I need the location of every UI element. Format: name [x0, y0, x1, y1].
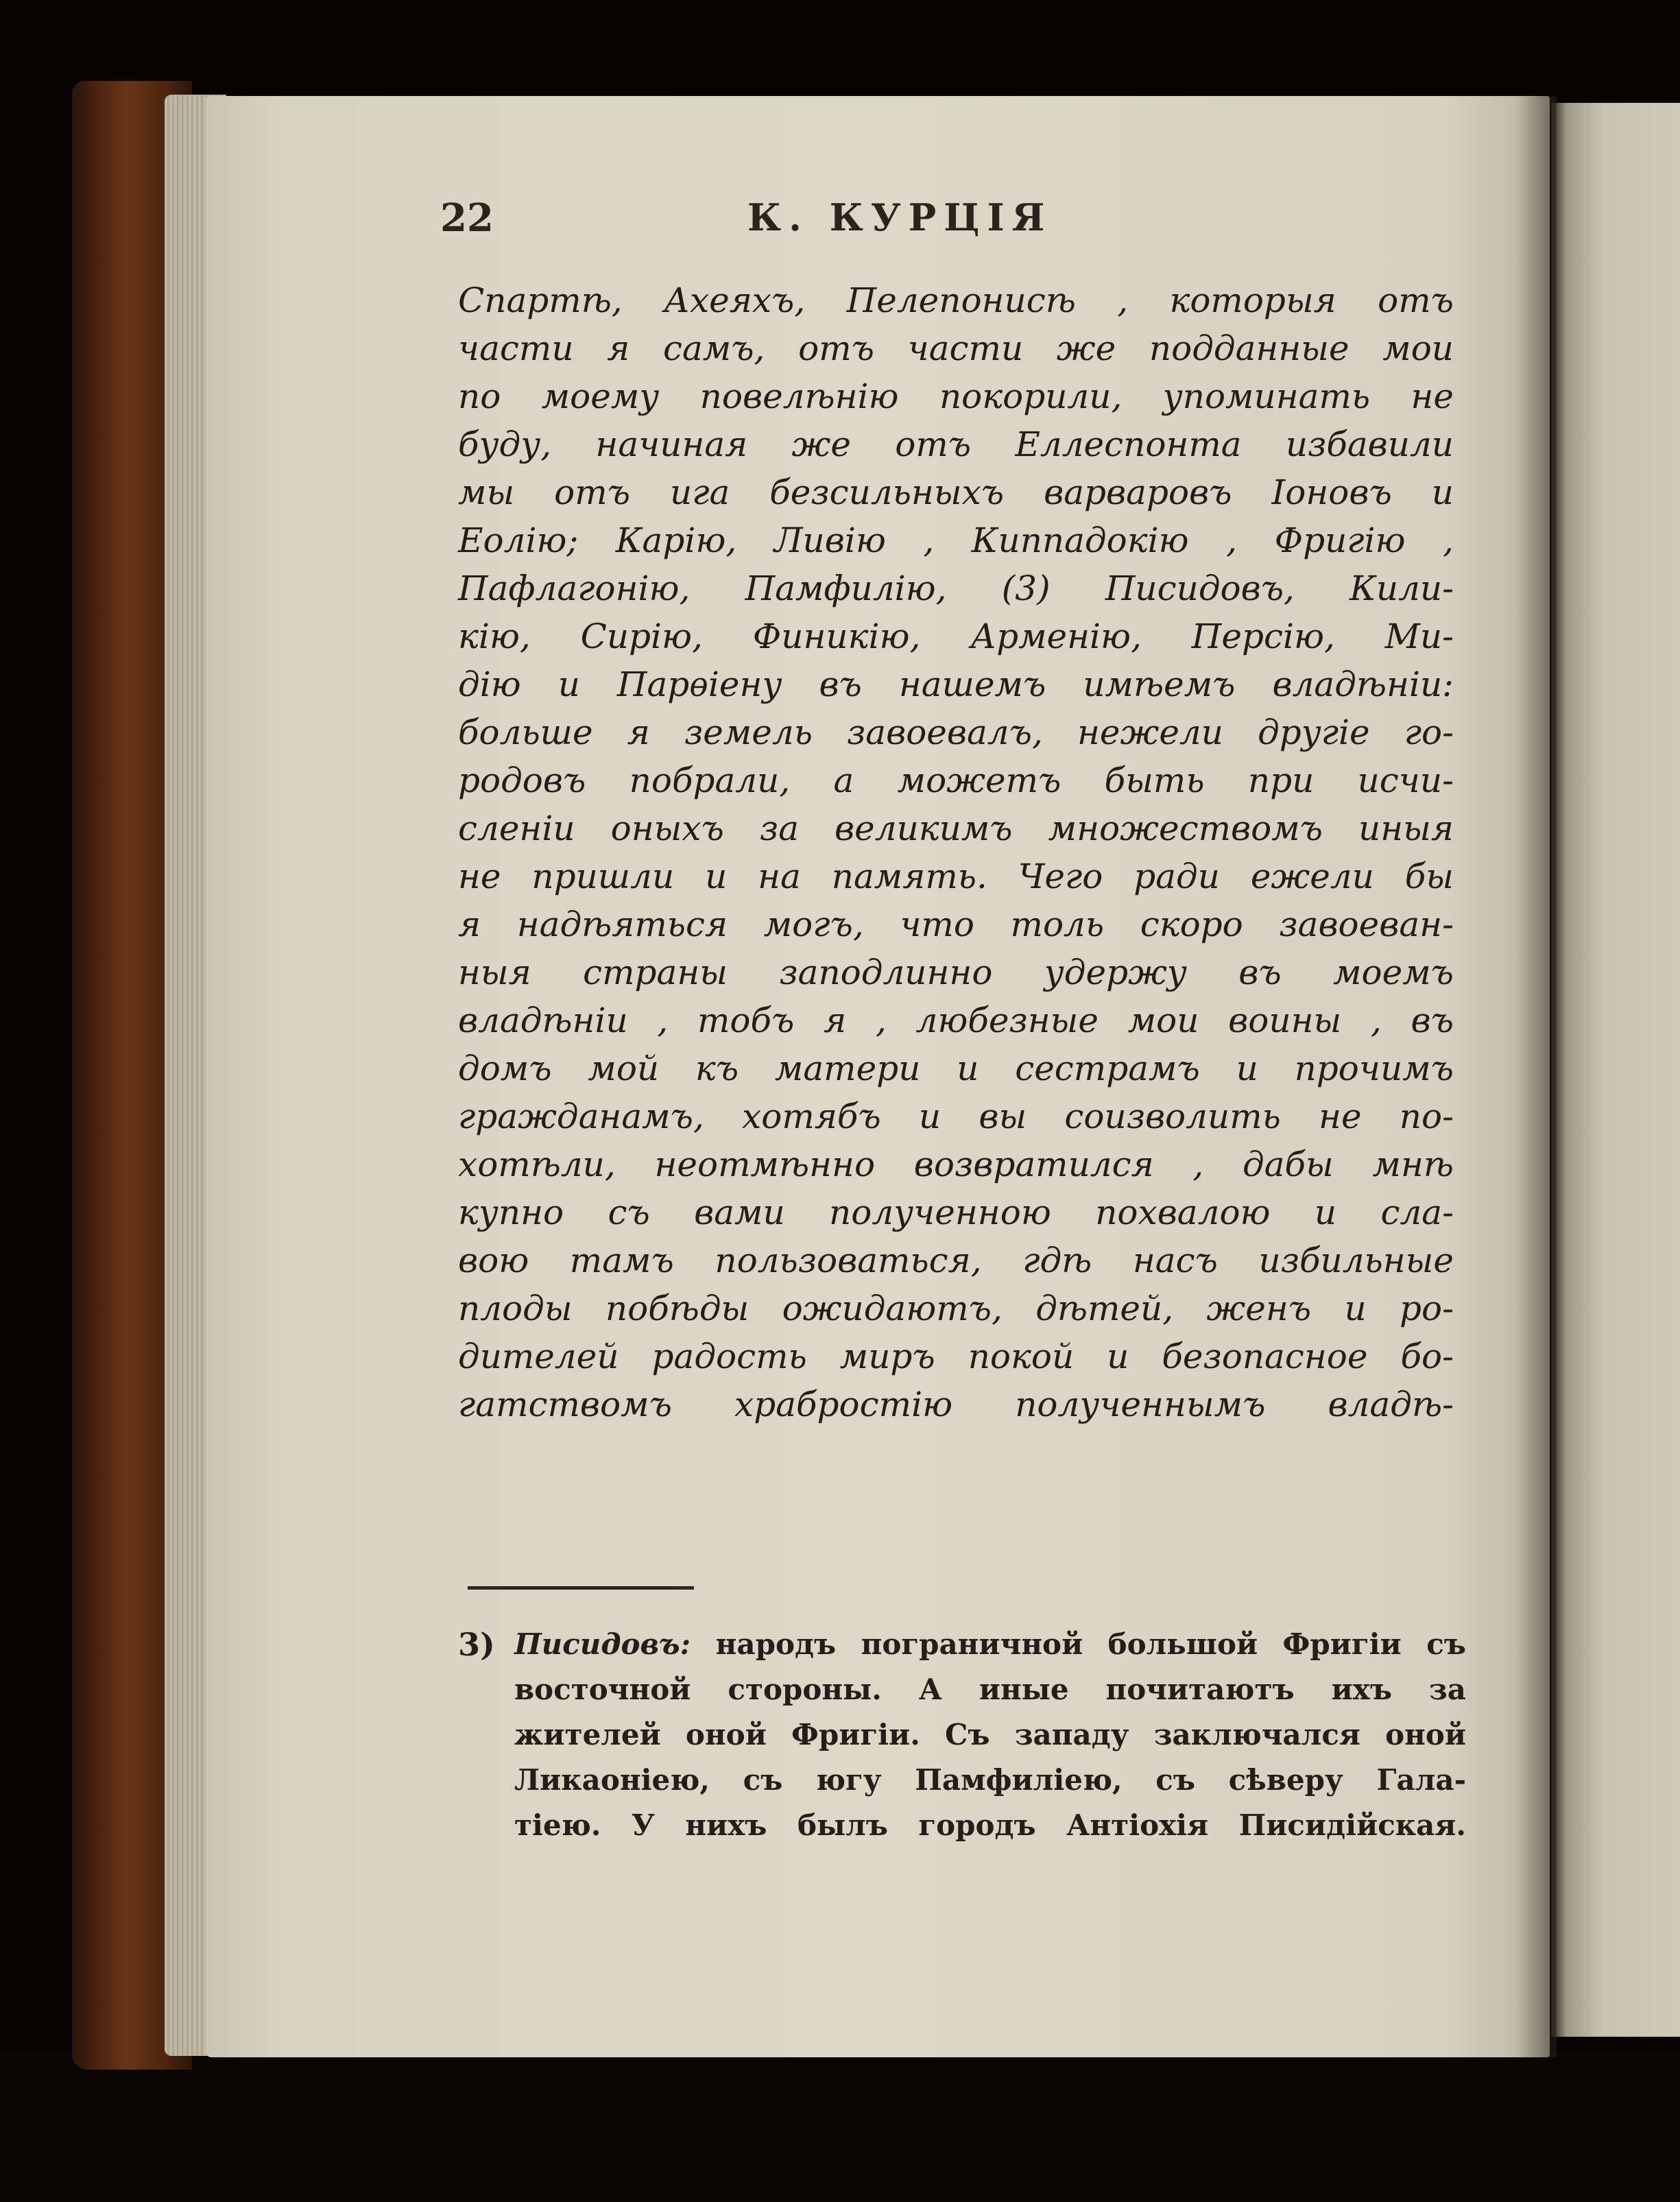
body-line: владѣніи , тобъ я , любезные мои воины , въ: [458, 1001, 1454, 1040]
footnote-line: [458, 1758, 1466, 1803]
running-title: К. КУРЦІЯ: [747, 195, 1053, 239]
body-line: Спартѣ, Ахеяхъ, Пелепонисѣ , которыя отъ: [458, 280, 1454, 320]
body-line: Еолію; Карію, Ливію , Киппадокію , Фригію ,: [458, 520, 1454, 560]
body-line: ныя страны заподлинно удержу въ моемъ: [458, 953, 1454, 992]
body-text: [458, 276, 1454, 1428]
page-number: 22: [440, 195, 494, 241]
body-line: домъ мой къ матери и сестрамъ и прочимъ: [458, 1049, 1454, 1088]
footnote-text: Ликаоніею, съ югу Памфиліею, съ сѣверу Гала-: [514, 1763, 1466, 1797]
footnote-first-line: [514, 1622, 1466, 1667]
body-line: гатствомъ храбростію полученнымъ владѣ-: [458, 1385, 1454, 1424]
body-line: гражданамъ, хотябъ и вы соизволить не по-: [458, 1097, 1454, 1136]
footnote-line: [458, 1803, 1466, 1848]
body-line: вою тамъ пользоваться, гдѣ насъ избильные: [458, 1241, 1454, 1280]
body-line: купно съ вами полученною похвалою и сла-: [458, 1193, 1454, 1232]
body-line: части я самъ, отъ части же подданные мои: [458, 328, 1454, 368]
body-line: родовъ побрали, а можетъ быть при исчи-: [458, 761, 1454, 800]
footnote-text: народъ пограничной большой Фригіи съ: [715, 1627, 1466, 1661]
footnote-marker: 3): [458, 1626, 495, 1663]
running-header: [0, 195, 1680, 250]
backdrop: [0, 2050, 1680, 2202]
body-line: по моему повелѣнію покорили, упоминать не: [458, 376, 1454, 416]
footnote-line: [458, 1622, 1466, 1667]
footnote-line: [458, 1712, 1466, 1758]
footnote: [458, 1622, 1466, 1848]
body-line: сленіи оныхъ за великимъ множествомъ иныя: [458, 809, 1454, 848]
body-line: дію и Парѳіену въ нашемъ имѣемъ владѣніи:: [458, 665, 1454, 704]
body-line: я надѣяться могъ, что толь скоро завоеван-: [458, 905, 1454, 944]
footnote-text: восточной стороны. А иные почитаютъ ихъ за: [514, 1673, 1466, 1706]
footnote-text: тіею. У нихъ былъ городъ Антіохія Писидійская.: [514, 1808, 1466, 1842]
facing-page-edge: [1551, 103, 1680, 2037]
body-line: плоды побѣды ожидаютъ, дѣтей, женъ и ро-: [458, 1289, 1454, 1328]
body-line: Пафлагонію, Памфилію, (3) Писидовъ, Кили-: [458, 569, 1454, 608]
body-line: буду, начиная же отъ Еллеспонта избавили: [458, 424, 1454, 464]
footnote-rule: [468, 1586, 694, 1590]
footnote-text: жителей оной Фригіи. Съ западу заключался оной: [514, 1718, 1466, 1751]
footnote-line: [458, 1667, 1466, 1712]
footnote-term: Писидовъ:: [514, 1627, 691, 1661]
body-line: кію, Сирію, Финикію, Арменію, Персію, Ми-: [458, 617, 1454, 656]
body-line: хотѣли, неотмѣнно возвратился , дабы мнѣ: [458, 1145, 1454, 1184]
body-line: мы отъ ига безсильныхъ варваровъ Іоновъ и: [458, 472, 1454, 512]
body-line: больше я земель завоевалъ, нежели другіе го-: [458, 713, 1454, 752]
body-line: не пришли и на память. Чего ради ежели бы: [458, 857, 1454, 896]
page-gutter-shadow: [1515, 96, 1557, 2057]
body-line: дителей радость миръ покой и безопасное бо-: [458, 1337, 1454, 1376]
